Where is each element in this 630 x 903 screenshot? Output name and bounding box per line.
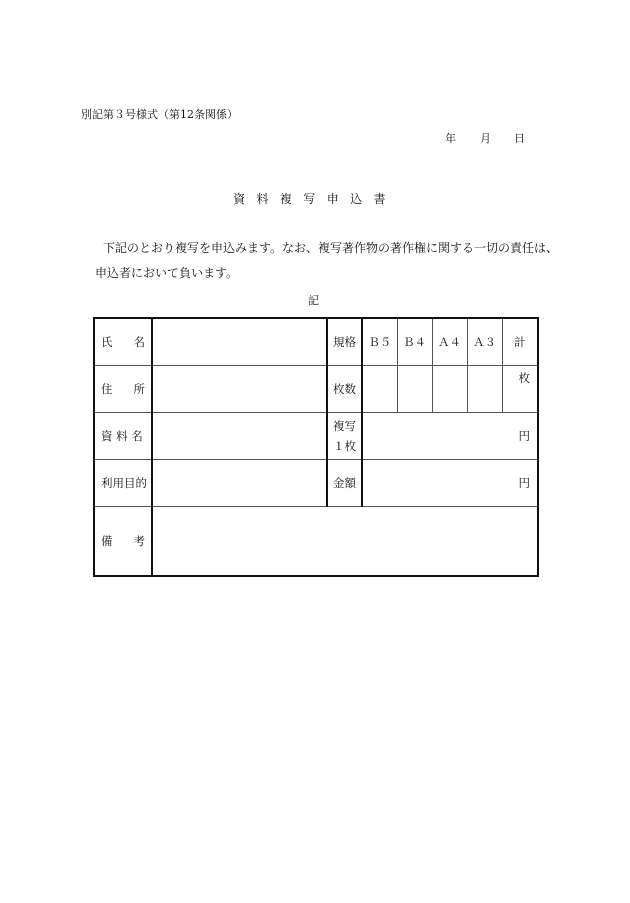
purpose-label: 利用目的	[94, 459, 152, 506]
application-table	[93, 317, 539, 577]
material-label: 資 料 名	[94, 412, 152, 459]
document-title: 資料複写申込書	[233, 192, 397, 206]
purpose-field[interactable]	[152, 459, 327, 506]
purpose-row	[94, 459, 538, 506]
date-day: 日	[514, 132, 525, 145]
size-label: 規格	[327, 318, 362, 365]
remarks-row	[94, 506, 538, 576]
date-year: 年	[445, 132, 456, 145]
size-b4: Ｂ４	[397, 318, 432, 365]
address-field[interactable]	[152, 365, 327, 412]
per-sheet-label: 複写 １枚	[327, 412, 362, 459]
form-number-label: 別記第３号様式（第12条関係）	[81, 108, 238, 121]
count-unit: 枚	[518, 370, 530, 385]
size-a3: Ａ３	[467, 318, 502, 365]
intro-text-line-1: 下記のとおり複写を申込みます。なお、複写著作物の著作権に関する一切の責任は、	[103, 241, 559, 255]
remarks-field[interactable]	[152, 506, 538, 576]
total-label: 計	[502, 318, 538, 365]
address-label: 住 所	[94, 365, 152, 412]
yen-unit: 円	[518, 428, 530, 443]
material-row	[94, 412, 538, 459]
count-a3-field[interactable]	[467, 365, 502, 412]
per-sheet-price-field[interactable]	[362, 412, 538, 459]
amount-field[interactable]	[362, 459, 538, 506]
remarks-label: 備 考	[94, 506, 152, 576]
intro-text-line-2: 申込者において負います。	[95, 266, 239, 280]
address-row	[94, 365, 538, 412]
count-label: 枚数	[327, 365, 362, 412]
date-month: 月	[480, 132, 491, 145]
name-row	[94, 318, 538, 365]
count-b4-field[interactable]	[397, 365, 432, 412]
material-field[interactable]	[152, 412, 327, 459]
size-a4: Ａ４	[432, 318, 467, 365]
name-field[interactable]	[152, 318, 327, 365]
amount-unit: 円	[518, 475, 530, 490]
size-b5: Ｂ５	[362, 318, 397, 365]
count-a4-field[interactable]	[432, 365, 467, 412]
count-total-field[interactable]	[502, 365, 538, 412]
name-label: 氏 名	[94, 318, 152, 365]
amount-label: 金額	[327, 459, 362, 506]
ki-heading: 記	[308, 294, 319, 307]
count-b5-field[interactable]	[362, 365, 397, 412]
